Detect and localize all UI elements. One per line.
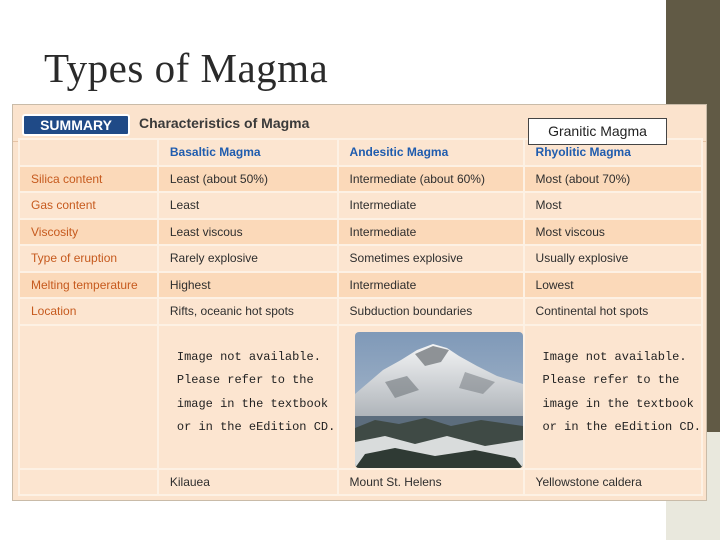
granitic-magma-label: Granitic Magma [528, 118, 667, 145]
image-row-spacer [19, 325, 158, 469]
column-header-basaltic: Basaltic Magma [158, 139, 338, 166]
table-cell: Most [524, 192, 702, 219]
table-cell: Least viscous [158, 219, 338, 246]
table-cell: Intermediate (about 60%) [338, 166, 524, 193]
table-row [19, 272, 702, 299]
table-cell: Intermediate [338, 219, 524, 246]
magma-summary-card [12, 104, 707, 501]
table-cell: Intermediate [338, 192, 524, 219]
row-label-location: Location [19, 298, 158, 325]
column-header-rhyolitic: Rhyolitic Magma [524, 139, 702, 166]
row-label-eruption: Type of eruption [19, 245, 158, 272]
table-row [19, 192, 702, 219]
table-cell: Least (about 50%) [158, 166, 338, 193]
volcano-photo-icon [355, 332, 523, 468]
caption-kilauea: Kilauea [158, 469, 338, 496]
column-header-andesitic: Andesitic Magma [338, 139, 524, 166]
row-label-melting: Melting temperature [19, 272, 158, 299]
table-cell: Usually explosive [524, 245, 702, 272]
kilauea-image-placeholder [158, 325, 338, 469]
table-cell: Most viscous [524, 219, 702, 246]
table-cell: Lowest [524, 272, 702, 299]
yellowstone-image-placeholder [524, 325, 702, 469]
image-unavailable-notice: Image not available. Please refer to the image in the textbook or in the eEdition CD. [542, 349, 701, 434]
table-cell: Least [158, 192, 338, 219]
row-label-viscosity: Viscosity [19, 219, 158, 246]
caption-mount-st-helens: Mount St. Helens [338, 469, 524, 496]
caption-yellowstone: Yellowstone caldera [524, 469, 702, 496]
row-label-silica: Silica content [19, 166, 158, 193]
table-row [19, 298, 702, 325]
slide-title: Types of Magma [44, 45, 329, 91]
mount-st-helens-photo-cell [338, 325, 524, 469]
image-unavailable-notice: Image not available. Please refer to the image in the textbook or in the eEdition CD. [176, 349, 336, 434]
table-cell: Continental hot spots [524, 298, 702, 325]
header-corner-cell [19, 139, 158, 166]
table-row [19, 219, 702, 246]
table-cell: Intermediate [338, 272, 524, 299]
card-title: Characteristics of Magma [139, 115, 310, 131]
image-row [19, 325, 702, 469]
table-row [19, 166, 702, 193]
row-label-gas: Gas content [19, 192, 158, 219]
table-cell: Subduction boundaries [338, 298, 524, 325]
table-cell: Highest [158, 272, 338, 299]
summary-badge: SUMMARY [22, 114, 130, 136]
magma-characteristics-table [18, 138, 703, 496]
table-cell: Most (about 70%) [524, 166, 702, 193]
table-cell: Rarely explosive [158, 245, 338, 272]
caption-row [19, 469, 702, 496]
table-cell: Sometimes explosive [338, 245, 524, 272]
caption-spacer [19, 469, 158, 496]
table-cell: Rifts, oceanic hot spots [158, 298, 338, 325]
mount-st-helens-photo [355, 332, 523, 468]
table-row [19, 245, 702, 272]
